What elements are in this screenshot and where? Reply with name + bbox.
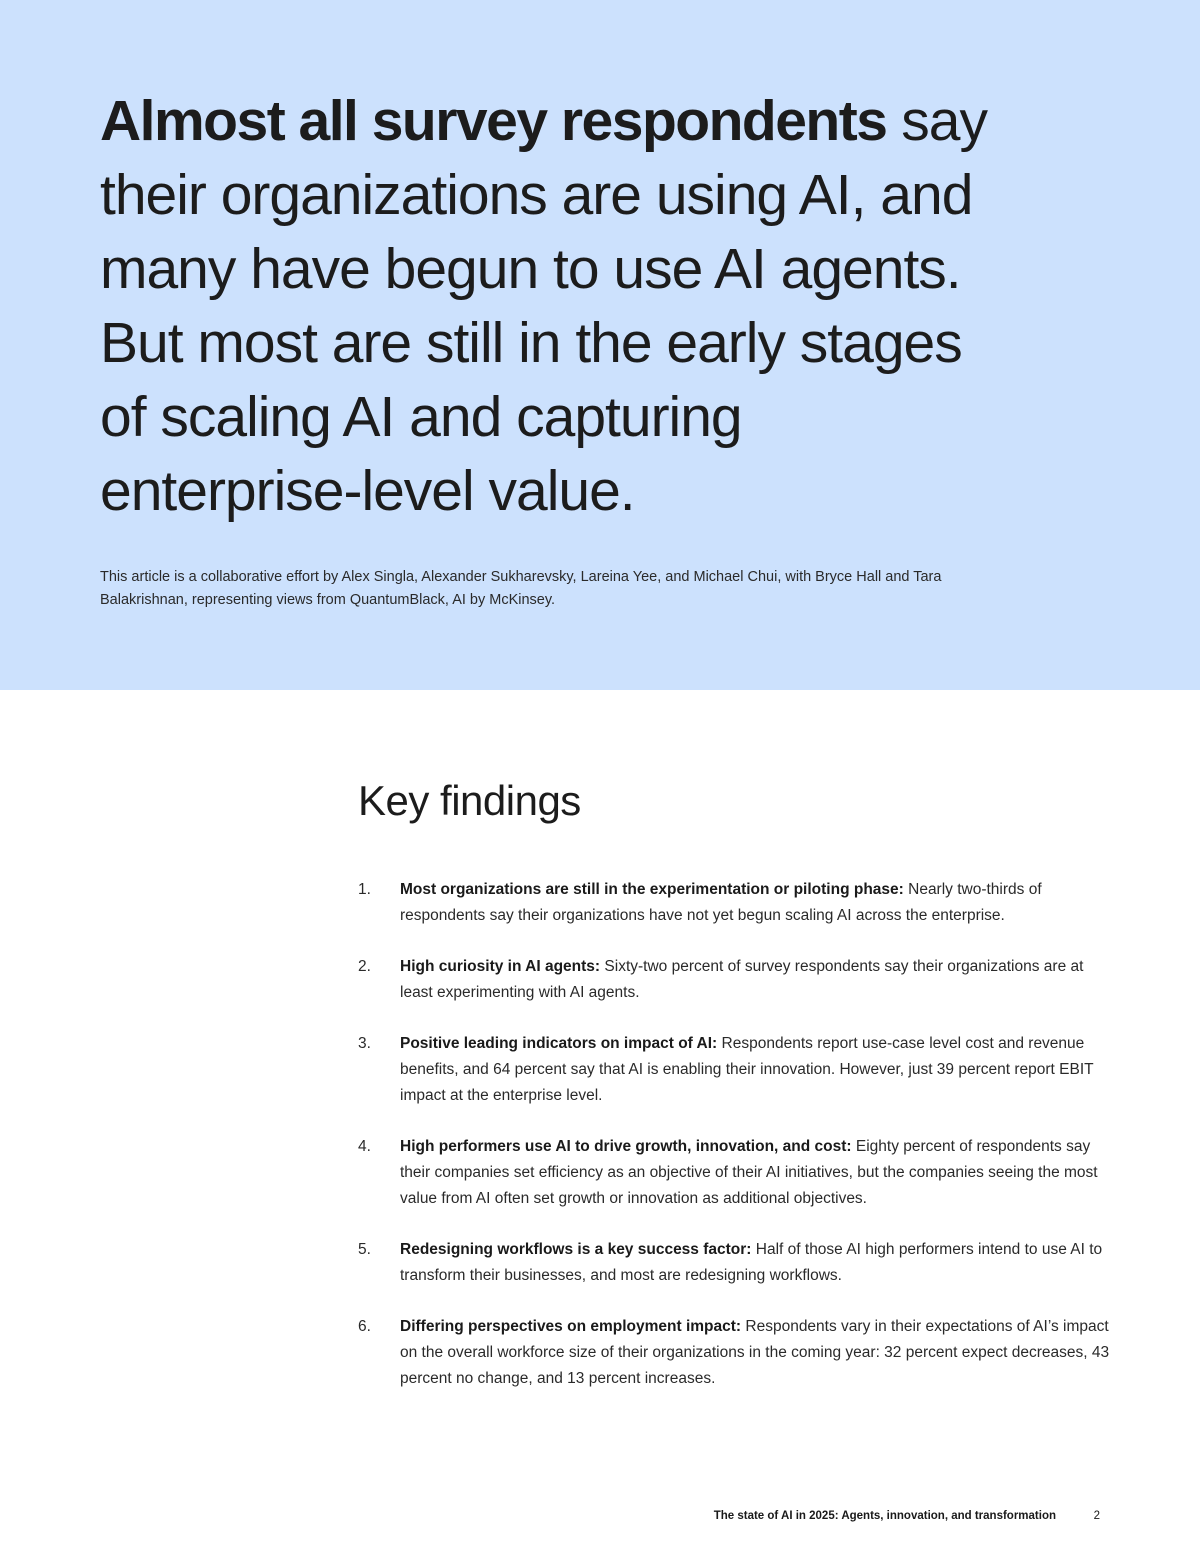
finding-item — [358, 1237, 1118, 1289]
finding-lead: High performers use AI to drive growth, innovation, and cost: — [400, 1138, 852, 1155]
finding-text: Eighty percent of respondents say their companies set efficiency as an objective of their AI initiatives, but the companies seeing the most value from AI often set growth or innovation as additional objectives. — [400, 1138, 1098, 1207]
finding-number: 3. — [358, 1035, 371, 1052]
hero-banner — [0, 0, 1200, 690]
finding-number: 6. — [358, 1318, 371, 1335]
finding-number: 4. — [358, 1138, 371, 1155]
finding-lead: Most organizations are still in the experimentation or piloting phase: — [400, 881, 904, 898]
finding-text: Nearly two-thirds of respondents say their organizations have not yet begun scaling AI across the enterprise. — [400, 881, 1042, 924]
headline-bold: Almost all survey respondents — [100, 89, 887, 153]
byline: This article is a collaborative effort by Alex Singla, Alexander Sukharevsky, Lareina Yee, and Michael Chui, with Bryce Hall and Tara Balakrishnan, representing views from QuantumBlack, AI by McKinsey. — [100, 569, 942, 608]
key-findings-title: Key findings — [358, 777, 581, 824]
finding-lead: High curiosity in AI agents: — [400, 958, 601, 975]
finding-item — [358, 954, 1118, 1006]
finding-number: 2. — [358, 958, 371, 975]
headline — [100, 84, 1000, 528]
finding-item — [358, 1314, 1118, 1392]
headline-rest: say their organizations are using AI, and many have begun to use AI agents. But most are still in the early stages of scaling AI and capturing enterprise-level value. — [100, 89, 987, 523]
finding-item — [358, 1134, 1118, 1212]
finding-number: 5. — [358, 1241, 371, 1258]
finding-item — [358, 877, 1118, 929]
page-number: 2 — [1093, 1510, 1100, 1522]
finding-text: Respondents report use-case level cost and revenue benefits, and 64 percent say that AI is enabling their innovation. However, just 39 percent report EBIT impact at the enterprise level. — [400, 1035, 1094, 1104]
finding-lead: Differing perspectives on employment impact: — [400, 1318, 742, 1335]
finding-text: Sixty-two percent of survey respondents say their organizations are at least experimenting with AI agents. — [400, 958, 1084, 1001]
finding-lead: Redesigning workflows is a key success factor: — [400, 1241, 752, 1258]
finding-text: Half of those AI high performers intend to use AI to transform their businesses, and most are redesigning workflows. — [400, 1241, 1103, 1284]
finding-number: 1. — [358, 881, 371, 898]
footer-title: The state of AI in 2025: Agents, innovation, and transformation — [713, 1510, 1056, 1522]
finding-text: Respondents vary in their expectations of AI’s impact on the overall workforce size of their organizations in the coming year: 32 percent expect decreases, 43 percent no change, and 13 percent increases. — [400, 1318, 1110, 1387]
finding-lead: Positive leading indicators on impact of AI: — [400, 1035, 718, 1052]
key-findings-list — [358, 877, 1118, 1417]
finding-item — [358, 1031, 1118, 1109]
